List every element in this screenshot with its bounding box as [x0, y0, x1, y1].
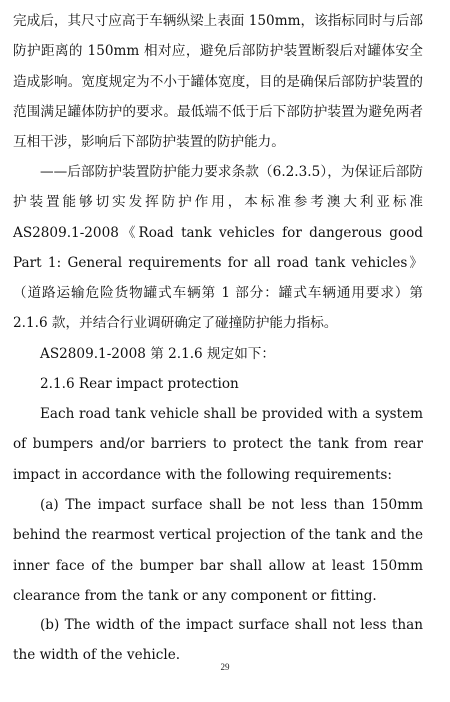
paragraph-as2809-intro: AS2809.1-2008 第 2.1.6 规定如下： — [40, 346, 275, 362]
paragraph-requirement-b: (b) The width of the impact surface shall not less than the width of the vehicle. — [13, 617, 423, 664]
paragraph-rear-protection-capability-clause: ——后部防护装置防护能力要求条款（6.2.3.5），为保证后部防护装置能够切实发挥防护作用，本标准参考澳大利亚标准 AS2809.1-2008《Road tank vehicles for dangerous good Part 1: General requirements for all road tank vehicles》（道路运输危险货物罐式车辆第 1 部分：罐式车辆通用要求）第 2.1.6 款，并结合行业调研确定了碰撞防护能力指标。 — [13, 164, 423, 332]
paragraph-rear-impact-general: Each road tank vehicle shall be provided with a system of bumpers and/or barriers to protect the tank from rear impact in accordance with the following requirements: — [13, 406, 423, 483]
page-number: 29 — [220, 662, 230, 672]
paragraph-requirement-a: (a) The impact surface shall be not less than 150mm behind the rearmost vertical projection of the tank and the inner face of the bumper bar shall allow at least 150mm clearance from the tank or any component or fitting. — [13, 497, 423, 604]
paragraph-clause-heading: 2.1.6 Rear impact protection — [40, 376, 239, 392]
paragraph-rear-device-dimensions: 完成后，其尺寸应高于车辆纵梁上表面 150mm，该指标同时与后部防护距离的 150mm 相对应，避免后部防护装置断裂后对罐体安全造成影响。宽度规定为不小于罐体宽度，目的是确保后部防护装置的范围满足罐体防护的要求。最低端不低于后下部防护装置为避免两者互相干涉，影响后下部防护装置的防护能力。 — [13, 13, 423, 151]
